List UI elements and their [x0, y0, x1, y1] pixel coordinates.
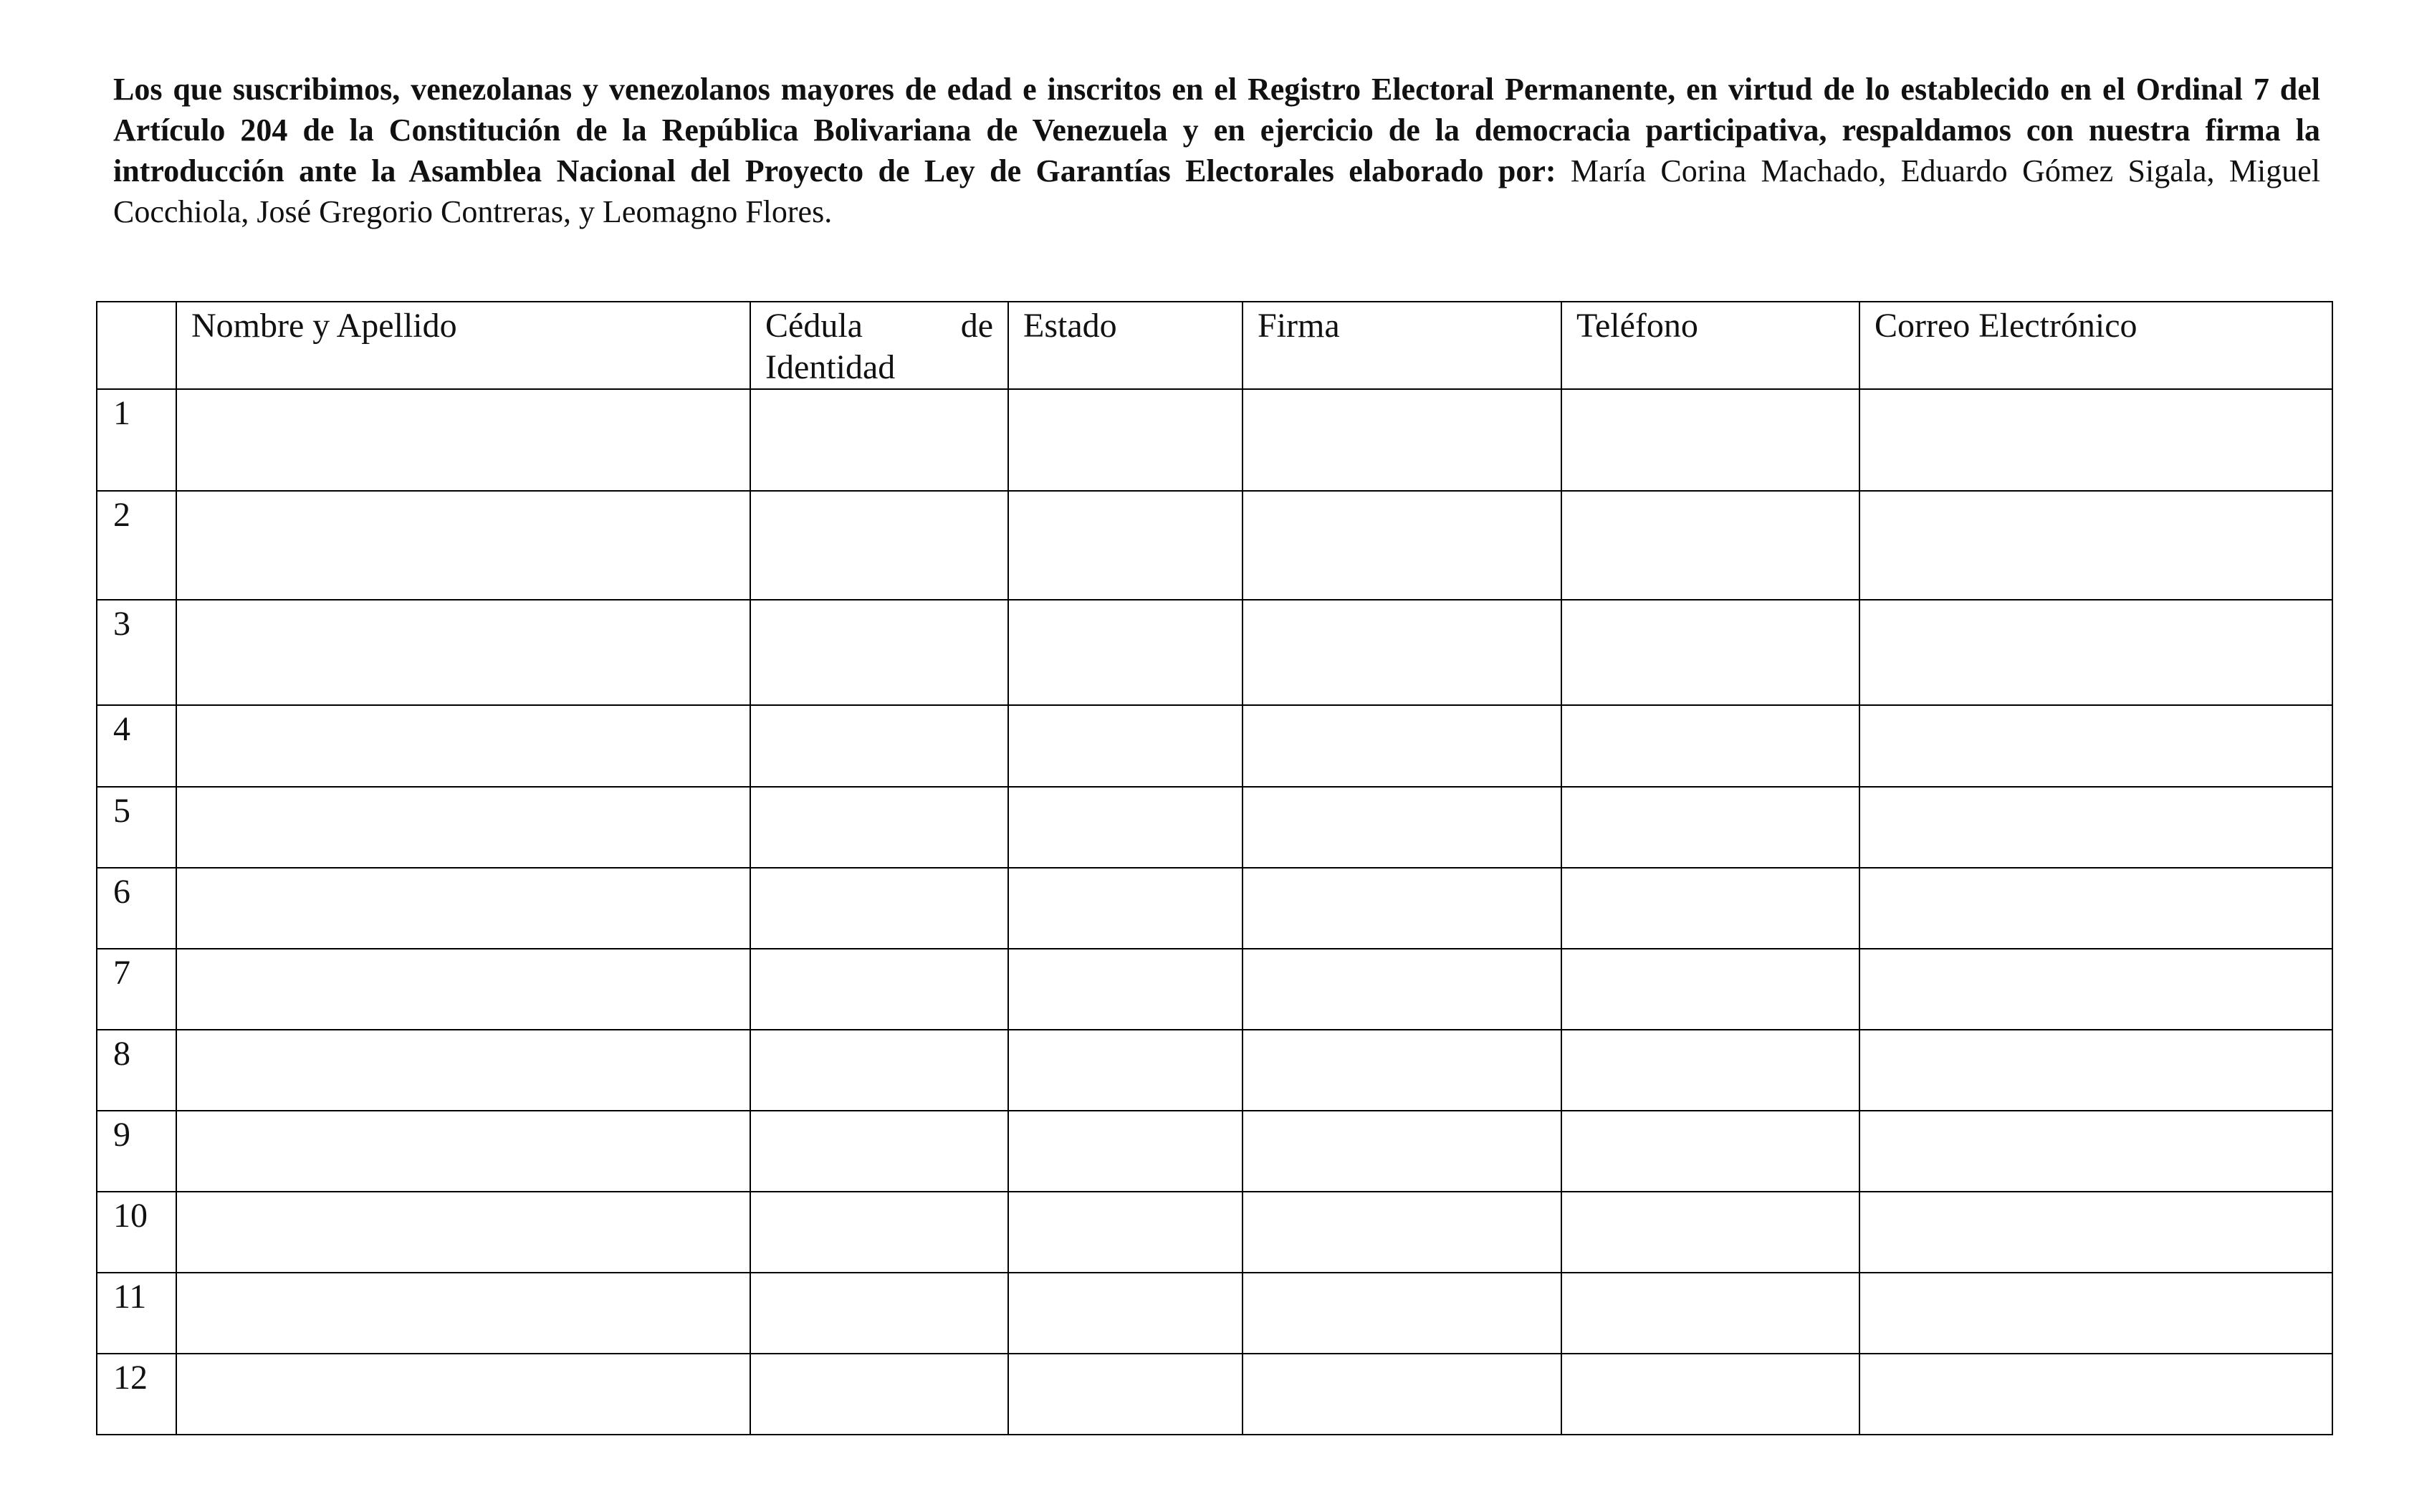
cell-email	[1859, 787, 2332, 868]
cell-state	[1008, 868, 1243, 949]
cell-id-card	[750, 389, 1008, 491]
cell-name	[176, 787, 750, 868]
cell-email	[1859, 1273, 2332, 1354]
header-id-card: Cédula de Identidad	[750, 302, 1008, 389]
cell-signature	[1243, 868, 1561, 949]
row-number: 6	[97, 868, 176, 949]
cell-signature	[1243, 949, 1561, 1030]
table-row	[97, 1111, 2332, 1192]
row-number: 5	[97, 787, 176, 868]
cell-state	[1008, 1030, 1243, 1111]
header-name: Nombre y Apellido	[176, 302, 750, 389]
cell-email	[1859, 600, 2332, 705]
cell-phone	[1561, 705, 1859, 787]
table-row	[97, 787, 2332, 868]
table-row	[97, 491, 2332, 600]
cell-id-card	[750, 1192, 1008, 1273]
cell-state	[1008, 389, 1243, 491]
cell-signature	[1243, 1030, 1561, 1111]
cell-state	[1008, 949, 1243, 1030]
cell-phone	[1561, 949, 1859, 1030]
cell-email	[1859, 389, 2332, 491]
cell-phone	[1561, 389, 1859, 491]
table-row	[97, 1192, 2332, 1273]
table-row	[97, 868, 2332, 949]
cell-id-card	[750, 1354, 1008, 1435]
cell-email	[1859, 705, 2332, 787]
cell-signature	[1243, 600, 1561, 705]
cell-name	[176, 868, 750, 949]
table-row	[97, 389, 2332, 491]
cell-name	[176, 1111, 750, 1192]
cell-phone	[1561, 1192, 1859, 1273]
cell-state	[1008, 705, 1243, 787]
cell-state	[1008, 1111, 1243, 1192]
cell-state	[1008, 1354, 1243, 1435]
cell-id-card	[750, 1030, 1008, 1111]
cell-id-card	[750, 600, 1008, 705]
table-header-row	[97, 302, 2332, 389]
row-number: 3	[97, 600, 176, 705]
cell-state	[1008, 491, 1243, 600]
row-number: 4	[97, 705, 176, 787]
cell-name	[176, 1273, 750, 1354]
row-number: 9	[97, 1111, 176, 1192]
table-row	[97, 949, 2332, 1030]
table-row	[97, 600, 2332, 705]
cell-id-card	[750, 1273, 1008, 1354]
cell-id-card	[750, 705, 1008, 787]
cell-signature	[1243, 705, 1561, 787]
cell-signature	[1243, 491, 1561, 600]
header-phone: Teléfono	[1561, 302, 1859, 389]
cell-state	[1008, 600, 1243, 705]
cell-phone	[1561, 491, 1859, 600]
row-number: 1	[97, 389, 176, 491]
cell-phone	[1561, 1030, 1859, 1111]
cell-signature	[1243, 787, 1561, 868]
cell-name	[176, 1192, 750, 1273]
cell-phone	[1561, 600, 1859, 705]
header-email: Correo Electrónico	[1859, 302, 2332, 389]
cell-id-card	[750, 491, 1008, 600]
cell-email	[1859, 491, 2332, 600]
petition-statement-bold: Los que suscribimos, venezolanas y venezolanos mayores de edad e inscritos en el Registro Electoral Permanente, en virtud de lo establecido en el Ordinal 7 del Artículo 204 de la Constitución de la República Bolivariana de Venezuela y en ejercicio de la democracia participativa, respaldamos con nuestra firma la introducción ante la Asamblea Nacional del Proyecto de Ley de Garantías Electorales elaborado por:	[113, 72, 2320, 188]
cell-phone	[1561, 1354, 1859, 1435]
cell-email	[1859, 949, 2332, 1030]
cell-signature	[1243, 389, 1561, 491]
table-body	[97, 389, 2332, 1435]
table-row	[97, 705, 2332, 787]
row-number: 10	[97, 1192, 176, 1273]
row-number: 11	[97, 1273, 176, 1354]
cell-state	[1008, 787, 1243, 868]
cell-id-card	[750, 949, 1008, 1030]
cell-signature	[1243, 1273, 1561, 1354]
cell-id-card	[750, 787, 1008, 868]
cell-name	[176, 600, 750, 705]
row-number: 8	[97, 1030, 176, 1111]
cell-name	[176, 705, 750, 787]
cell-name	[176, 491, 750, 600]
cell-email	[1859, 1192, 2332, 1273]
cell-signature	[1243, 1111, 1561, 1192]
table-row	[97, 1273, 2332, 1354]
cell-state	[1008, 1192, 1243, 1273]
cell-id-card	[750, 1111, 1008, 1192]
row-number: 12	[97, 1354, 176, 1435]
cell-phone	[1561, 868, 1859, 949]
petition-statement	[113, 69, 2320, 232]
petition-authors: María Corina Machado, Eduardo Gómez Sigala, Miguel Cocchiola, José Gregorio Contreras, y Leomagno Flores.	[113, 153, 2320, 229]
header-number	[97, 302, 176, 389]
cell-email	[1859, 1030, 2332, 1111]
cell-name	[176, 1354, 750, 1435]
cell-email	[1859, 1354, 2332, 1435]
cell-state	[1008, 1273, 1243, 1354]
table-row	[97, 1354, 2332, 1435]
header-state: Estado	[1008, 302, 1243, 389]
cell-id-card	[750, 868, 1008, 949]
cell-email	[1859, 868, 2332, 949]
cell-email	[1859, 1111, 2332, 1192]
cell-signature	[1243, 1192, 1561, 1273]
cell-name	[176, 949, 750, 1030]
cell-signature	[1243, 1354, 1561, 1435]
cell-name	[176, 389, 750, 491]
cell-phone	[1561, 1273, 1859, 1354]
cell-phone	[1561, 1111, 1859, 1192]
cell-phone	[1561, 787, 1859, 868]
row-number: 2	[97, 491, 176, 600]
signature-table	[96, 301, 2333, 1435]
table-row	[97, 1030, 2332, 1111]
header-signature: Firma	[1243, 302, 1561, 389]
cell-name	[176, 1030, 750, 1111]
row-number: 7	[97, 949, 176, 1030]
